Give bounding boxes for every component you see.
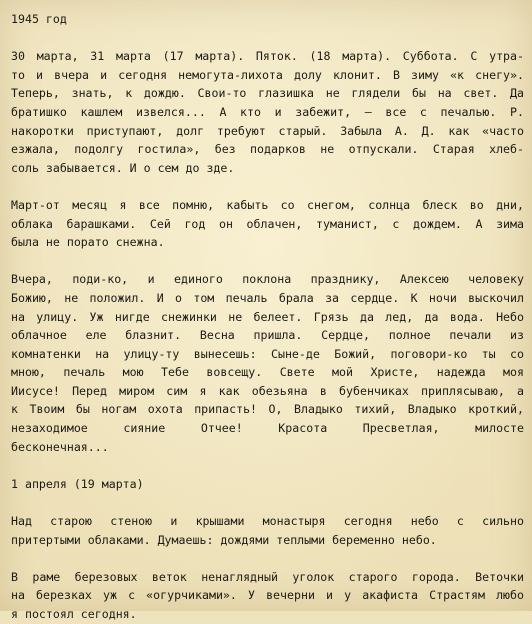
paragraph-1 (11, 47, 524, 177)
text-line: на березках уж с «огурчиками». У вечерни и у акафиста Страстям любо (11, 588, 524, 603)
paragraph-4 (11, 512, 524, 549)
text-line: притертыми облаками. Думаешь: дождями теплыми беременно небо. (11, 532, 437, 547)
paragraph-3 (11, 270, 524, 456)
text-line: накоротки приступают, долг требуют старый. Забыла А. Д. как «часто (11, 123, 524, 138)
text-line: Над старою стеною и крышами монастыря сегодня небо с сильно (11, 514, 524, 529)
text-line: Божию, не положил. И о том печаль брала за сердце. К ночи выскочил (11, 290, 524, 305)
text-line: облака барашками. Сей год он облачен, туманист, с дождем. А зима (11, 216, 524, 231)
text-line: я постоял сегодня. (11, 607, 137, 621)
year-heading: 1945 год (11, 12, 67, 26)
text-line: незаходимое сияние Отчее! Красота Пресветлая, милосте (11, 421, 524, 436)
text-line: мною, печаль мою Тебе вовсещу. Свете мой Христе, надежда моя (11, 365, 524, 380)
text-line: была не порато снежна. (11, 235, 165, 250)
text-line: В раме березовых веток ненаглядный уголок старого города. Веточки (11, 569, 524, 584)
paragraph-5 (11, 568, 524, 624)
text-line: езжала, подолгу гостила», без подарков не отпускали. Старая хлеб- (11, 142, 524, 157)
paragraph-2 (11, 196, 524, 252)
text-line: то и вчера и сегодня немогута-лихота долу клонит. В зиму «к снегу». (11, 67, 524, 82)
text-line: облачное еле блазнит. Весна пришла. Сердце, полное печали из (11, 328, 524, 343)
text-line: к Твоим бы ногам охота припасть! О, Владыко тихий, Владыко кроткий, (11, 402, 524, 417)
text-line: Вчера, поди-ко, и единого поклона празднику, Алексею человеку (11, 272, 524, 287)
text-line: соль забывается. И о сем до зде. (11, 160, 235, 175)
date-heading: 1 апреля (19 марта) (11, 476, 144, 491)
text-line: комнатенки на улицу-ту вынесешь: Сыне-де Божий, поговори-ко ты со (11, 346, 524, 361)
text-line: Теперь, знать, к дождю. Свои-то глазишка не глядели бы на свет. Да (11, 86, 524, 101)
text-line: на улицу. Уж нигде снежинки не белеет. Грязь да лед, да вода. Небо (11, 309, 524, 324)
text-line: 30 марта, 31 марта (17 марта). Пяток. (18 марта). Суббота. С утра- (11, 49, 524, 64)
text-line: Март-от месяц я все помню, кабыть со снегом, солнца блеск во дни, (11, 197, 524, 212)
text-line: Иисусе! Перед миром сим я как обезьяна в бубенчиках приплясываю, а (11, 383, 524, 398)
text-line: бесконечная... (11, 439, 109, 454)
text-line: братишко кашлем извелся... А кто и забежит, — все с печалью. Р. (11, 104, 524, 119)
